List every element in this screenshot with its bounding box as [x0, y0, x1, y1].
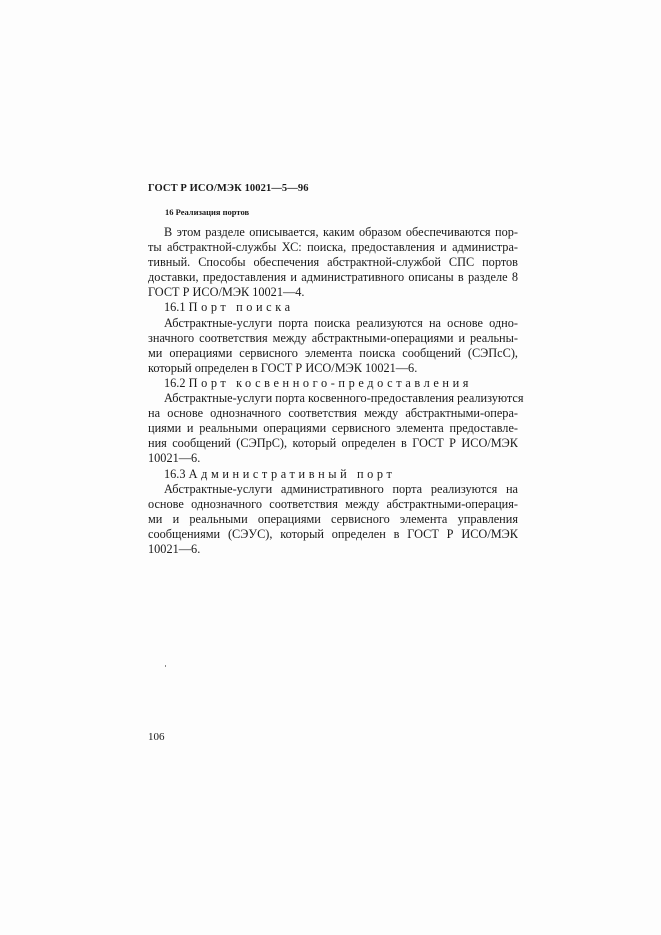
section-title: 16 Реализация портов [165, 207, 250, 217]
paragraph-line: ми операциями сервисного элемента поиска сообщений (СЭПсС), [148, 345, 518, 360]
paragraph-line: 10021—6. [148, 451, 201, 466]
paragraph-line: который определен в ГОСТ Р ИСО/МЭК 10021—6. [148, 360, 418, 375]
intro-line: тивный. Способы обеспечения абстрактной-службой СПС портов [148, 255, 518, 270]
paragraph-line: 10021—6. [148, 541, 201, 556]
page-number: 106 [148, 731, 165, 743]
intro-line: доставки, предоставления и административного описаны в разделе 8 [148, 270, 518, 285]
subsection-number: 16.3 [164, 466, 186, 481]
subsection-heading [148, 467, 518, 482]
document-header: ГОСТ Р ИСО/МЭК 10021—5—96 [148, 183, 309, 194]
paragraph-line: значного соответствия между абстрактными-операциями и реальны- [148, 330, 518, 345]
document-body [148, 225, 524, 557]
subsection-heading [148, 300, 518, 315]
paragraph-line: Абстрактные-услуги административного порта реализуются на [164, 481, 518, 496]
paragraph-line: на основе однозначного соответствия между абстрактными-опера- [148, 406, 518, 421]
paragraph-line: Абстрактные-услуги порта косвенного-предоставления реализуются [164, 391, 524, 406]
subsection-heading [148, 376, 518, 391]
subsection-title: Порт поиска [188, 300, 294, 315]
scan-speck [165, 665, 166, 667]
subsection-title: Административный порт [188, 466, 396, 481]
intro-line: ты абстрактной-службы ХС: поиска, предоставления и администра- [148, 240, 518, 255]
paragraph-line: Абстрактные-услуги порта поиска реализуются на основе одно- [164, 315, 518, 330]
intro-line: ГОСТ Р ИСО/МЭК 10021—4. [148, 285, 305, 300]
paragraph-line: основе однозначного соответствия между абстрактными-операция- [148, 496, 518, 511]
subsection-number: 16.2 [164, 375, 186, 390]
paragraph-line: ния сообщений (СЭПрС), который определен в ГОСТ Р ИСО/МЭК [148, 436, 518, 451]
intro-line: В этом разделе описывается, каким образом обеспечиваются пор- [164, 225, 518, 239]
subsection-title: Порт косвенного-предоставления [188, 375, 473, 390]
subsection-number: 16.1 [164, 300, 186, 315]
paragraph-line: циями и реальными операциями сервисного элемента предоставле- [148, 421, 518, 436]
paragraph-line: сообщениями (СЭУС), который определен в ГОСТ Р ИСО/МЭК [148, 526, 518, 541]
paragraph-line: ми и реальными операциями сервисного элемента управления [148, 511, 518, 526]
